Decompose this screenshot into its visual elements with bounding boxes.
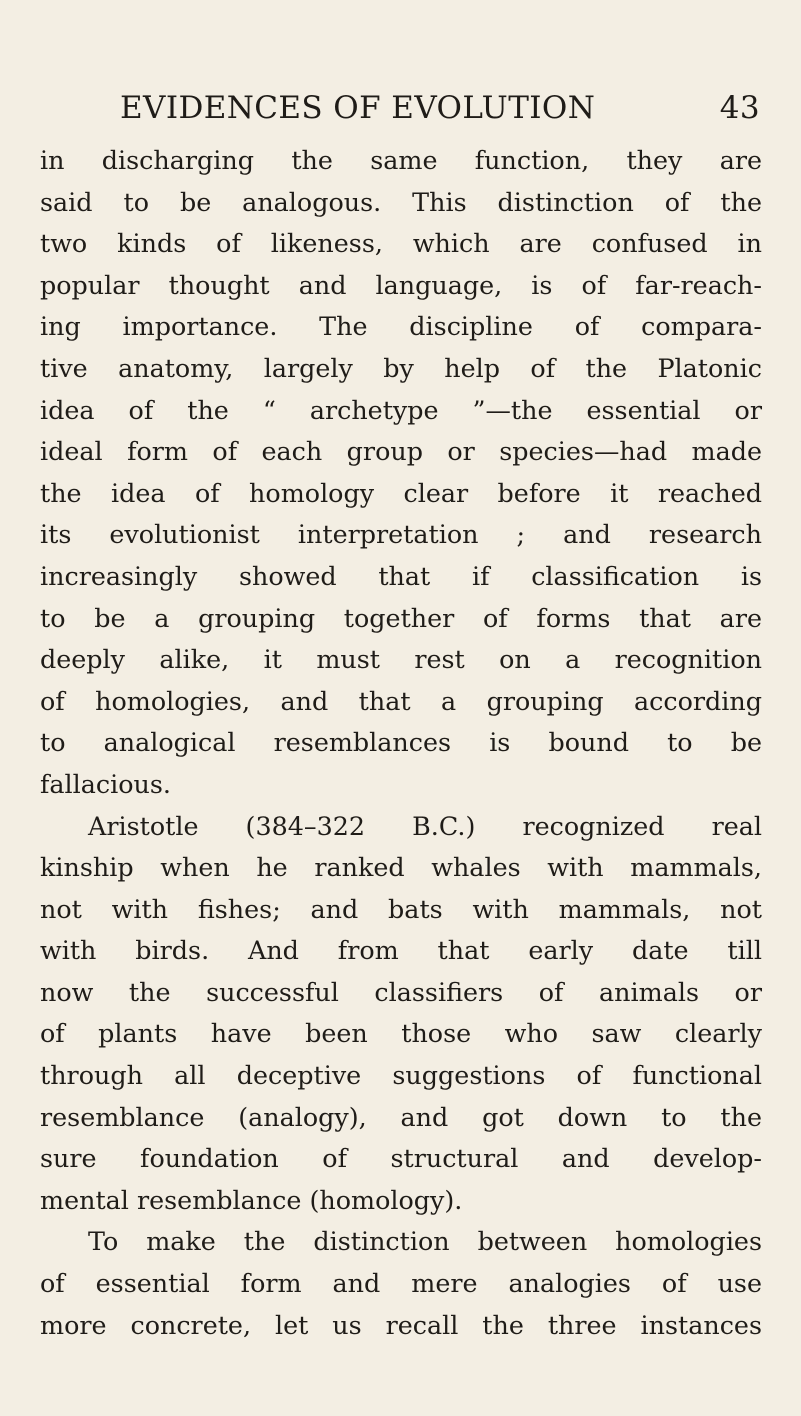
text-line: ing importance. The discipline of compara- [40,311,762,342]
page-number: 43 [719,90,760,126]
text-line: of essential form and mere analogies of use [40,1268,762,1299]
text-line: through all deceptive suggestions of functional [40,1060,762,1091]
text-line: sure foundation of structural and develop- [40,1143,762,1174]
text-line: popular thought and language, is of far-reach- [40,269,762,300]
paragraph-end-line: mental resemblance (homology). [40,1184,463,1215]
text-line: deeply alike, it must rest on a recognition [40,644,762,675]
text-line: the idea of homology clear before it reached [40,477,762,508]
text-line: its evolutionist interpretation ; and research [40,519,762,550]
body-text [40,140,762,1346]
paragraph-start-line: Aristotle (384–322 B.C.) recognized real [88,810,762,841]
text-line: tive anatomy, largely by help of the Platonic [40,352,762,383]
text-line: of homologies, and that a grouping according [40,685,762,716]
text-line: two kinds of likeness, which are confused in [40,228,762,259]
text-line: with birds. And from that early date till [40,935,762,966]
text-line: of plants have been those who saw clearly [40,1018,762,1049]
text-line: kinship when he ranked whales with mammals, [40,852,762,883]
text-line: resemblance (analogy), and got down to the [40,1101,762,1132]
text-line: idea of the “ archetype ”—the essential or [40,394,762,425]
text-line: to analogical resemblances is bound to be [40,727,762,758]
text-line: increasingly showed that if classification is [40,560,762,591]
text-line: said to be analogous. This distinction of the [40,186,762,217]
text-line: in discharging the same function, they are [40,145,762,175]
text-line: more concrete, let us recall the three instances [40,1309,762,1340]
running-title: EVIDENCES OF EVOLUTION [120,90,596,126]
text-line: ideal form of each group or species—had made [40,436,762,467]
text-line: to be a grouping together of forms that are [40,602,762,633]
text-line: not with fishes; and bats with mammals, not [40,893,762,924]
text-line: now the successful classifiers of animals or [40,976,762,1007]
paragraph-start-line: To make the distinction between homologies [88,1226,762,1257]
paragraph-end-line: fallacious. [40,768,171,799]
running-head [120,90,760,134]
